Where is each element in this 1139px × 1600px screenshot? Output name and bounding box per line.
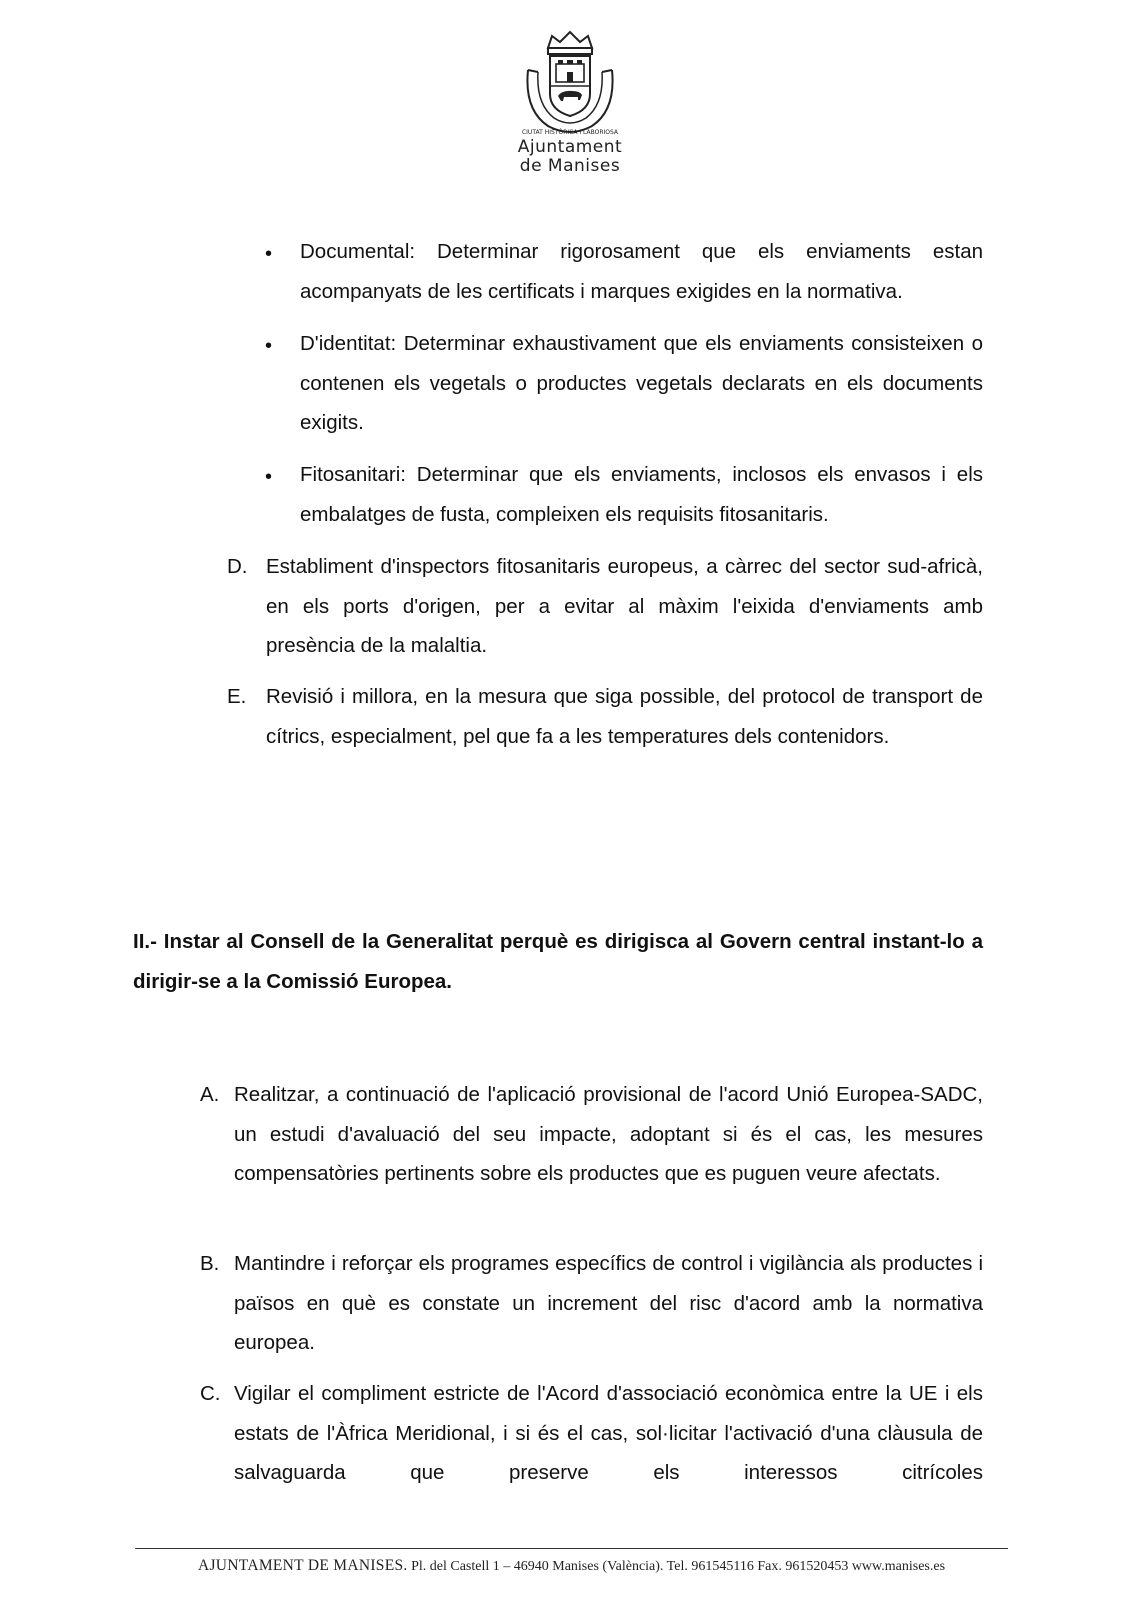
section-ii-heading: II.- Instar al Consell de la Generalitat perquè es dirigisca al Govern central instant-lo a dirigir-se a la Comissió Europea. [133, 930, 983, 993]
item-marker-d: D. [227, 555, 248, 578]
footer-address: Pl. del Castell 1 – 46940 Manises (València). Tel. 961545116 Fax. 961520453 www.manises.es [411, 1559, 946, 1574]
footer-org-name: AJUNTAMENT DE MANISES. [197, 1557, 408, 1574]
item-e-text: Revisió i millora, en la mesura que siga possible, del protocol de transport de cítrics, especialment, pel que fa a les temperatures dels contenidors. [266, 685, 983, 748]
item-d-text: Establiment d'inspectors fitosanitaris europeus, a càrrec del sector sud-africà, en els ports d'origen, per a evitar al màxim l'eixida d'enviaments amb presència de la malaltia. [266, 555, 983, 657]
bullet-fitosanitari: Fitosanitari: Determinar que els enviaments, inclosos els envasos i els embalatges de fusta, compleixen els requisits fitosanitaris. [300, 463, 983, 526]
bullet-documental: Documental: Determinar rigorosament que els enviaments estan acompanyats de les certificats i marques exigides en la normativa. [300, 240, 983, 303]
bullet-marker: • [265, 243, 273, 265]
footer-divider [135, 1548, 1008, 1549]
coat-of-arms-icon [518, 30, 622, 138]
item-marker-e: E. [227, 685, 247, 708]
item-a-text: Realitzar, a continuació de l'aplicació provisional de l'acord Unió Europea-SADC, un estudi d'avaluació del seu impacte, adoptant si és el cas, les mesures compensatòries pertinents sobre els productes que es puguen veure afectats. [234, 1083, 983, 1185]
item-marker-b: B. [200, 1252, 220, 1275]
page-footer [135, 1557, 1008, 1575]
item-c-text: Vigilar el compliment estricte de l'Acord d'associació econòmica entre la UE i els estats de l'Àfrica Meridional, i si és el cas, sol·licitar l'activació d'una clàusula de salvaguarda que preserve els interessos citrícoles [234, 1382, 983, 1484]
item-b-text: Mantindre i reforçar els programes específics de control i vigilància als productes i països en què es constate un increment del risc d'acord amb la normativa europea. [234, 1252, 983, 1354]
logo-title-line1: Ajuntament [517, 137, 623, 157]
logo-title-line2: de Manises [519, 156, 621, 176]
bullet-identitat: D'identitat: Determinar exhaustivament que els enviaments consisteixen o contenen els vegetals o productes vegetals declarats en els documents exigits. [300, 332, 983, 434]
item-marker-c: C. [200, 1382, 221, 1405]
seal-motto: CIUTAT HISTÒRICA I LABORIOSA [521, 129, 619, 136]
item-marker-a: A. [200, 1083, 220, 1106]
municipal-logo [505, 30, 635, 180]
bullet-marker: • [265, 335, 273, 357]
bullet-marker: • [265, 466, 273, 488]
